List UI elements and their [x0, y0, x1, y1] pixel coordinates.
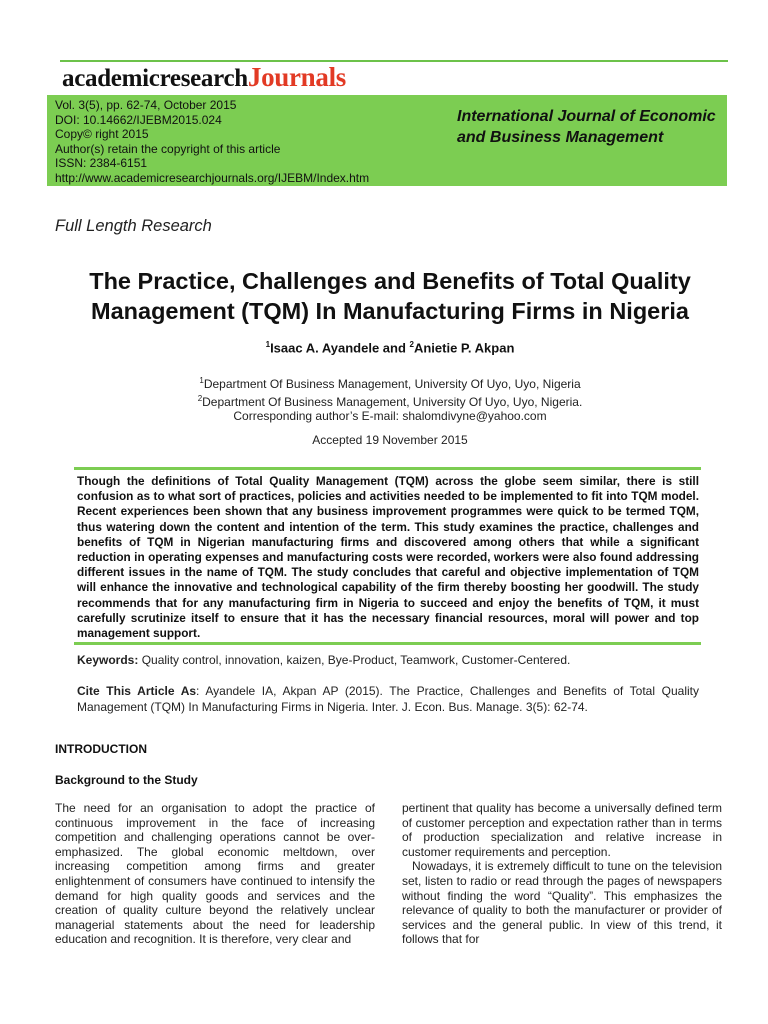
meta-rights: Author(s) retain the copyright of this article — [55, 141, 281, 156]
meta-volume: Vol. 3(5), pp. 62-74, October 2015 — [55, 98, 237, 112]
publisher-logo-suffix: Journals — [247, 62, 346, 92]
affiliation-2 — [40, 392, 740, 410]
accepted-date: Accepted 19 November 2015 — [312, 433, 468, 447]
body-column-left — [55, 801, 375, 947]
abstract-bottom-rule — [74, 642, 701, 645]
abstract-text: Though the definitions of Total Quality Management (TQM) across the globe seem similar, there is still confusion as to what sort of practices, policies and activities needed to be implemented to fit into TQM model. Recent experiences been shown that any business improvement programmes were quick to be termed TQM, thus watering down the content and intention of the term. This study examines the practice, challenges and benefits of TQM in Nigerian manufacturing firms and discovered among others that while a significant reduction in operating expenses and manufacturing costs were recorded, workers were also found addressing different issues in the name of TQM. The study concludes that careful and objective implementation of TQM will enhance the innovative and technological capability of the firm thereby boosting her goodwill. The study recommends that for any manufacturing firm in Nigeria to succeed and enjoy the benefits of TQM, it must carefully scrutinize itself to ensure that it has the necessary financial resources, moral will power and top management support. — [77, 474, 699, 641]
citation — [77, 684, 699, 715]
corresponding-email: Corresponding author’s E-mail: shalomdivyne@yahoo.com — [233, 409, 547, 423]
affiliation-2-text: Department Of Business Management, University Of Uyo, Uyo, Nigeria. — [202, 394, 583, 409]
publication-meta — [55, 98, 369, 186]
affiliation-2-marker: 2 — [197, 393, 203, 403]
article-type: Full Length Research — [55, 217, 212, 235]
abstract-top-rule — [74, 467, 701, 470]
author-line — [40, 340, 740, 355]
keywords — [77, 653, 699, 668]
meta-copyright: Copy© right 2015 — [55, 127, 149, 142]
author1-marker: 1 — [265, 340, 271, 349]
body-paragraph: pertinent that quality has become a universally defined term of customer perception and expectation rather than in terms of production specialization and relative increase in customer requirements and perception. — [402, 801, 722, 859]
body-paragraph: Nowadays, it is extremely difficult to tune on the television set, listen to radio or read through the pages of newspapers without finding the word “Quality”. This emphasizes the relevance of quality to both the manufacturer or provider of services and the general public. In view of this trend, it follows that for — [402, 859, 722, 947]
author1-name: Isaac A. Ayandele and — [270, 340, 410, 356]
meta-url: http://www.academicresearchjournals.org/IJEBM/Index.htm — [55, 170, 370, 185]
publisher-logo-prefix: academicresearch — [62, 65, 248, 92]
body-paragraph: The need for an organisation to adopt the practice of continuous improvement in the face of increasing competition and challenging operations cannot be over-emphasized. The global economic meltdown, over increasing competition among firms and greater enlightenment of consumers have continued to intensify the demand for high quality goods and services and the creation of quality culture beyond the relatively unclear managerial statements about the need for leadership education and recognition. It is therefore, very clear and — [55, 801, 375, 947]
affiliation-1-text: Department Of Business Management, University Of Uyo, Uyo, Nigeria — [203, 377, 581, 391]
journal-name: International Journal of Economic and Business Management — [457, 108, 716, 146]
meta-issn: ISSN: 2384-6151 — [55, 156, 148, 171]
citation-label: Cite This Article As — [77, 684, 197, 698]
section-heading: INTRODUCTION — [55, 742, 147, 756]
subsection-heading: Background to the Study — [55, 773, 198, 787]
author2-name: Anietie P. Akpan — [413, 340, 515, 356]
affiliation-1 — [40, 374, 740, 392]
affiliations — [40, 374, 740, 424]
keywords-label: Keywords: — [77, 653, 139, 667]
keywords-list: Quality control, innovation, kaizen, Bye-Product, Teamwork, Customer-Centered. — [138, 653, 571, 667]
article-title: The Practice, Challenges and Benefits of Total Quality Management (TQM) In Manufacturing Firms in Nigeria — [89, 268, 691, 324]
author2-marker: 2 — [409, 340, 414, 349]
publisher-logo — [62, 62, 346, 93]
meta-doi: DOI: 10.14662/IJEBM2015.024 — [55, 112, 222, 127]
affiliation-1-marker: 1 — [199, 376, 204, 385]
citation-text: : Ayandele IA, Akpan AP (2015). The Practice, Challenges and Benefits of Total Quality Management (TQM) In Manufacturing Firms in Nigeria. Inter. J. Econ. Bus. Manage. 3(5): 62-74. — [77, 684, 700, 714]
body-column-right — [402, 801, 722, 947]
